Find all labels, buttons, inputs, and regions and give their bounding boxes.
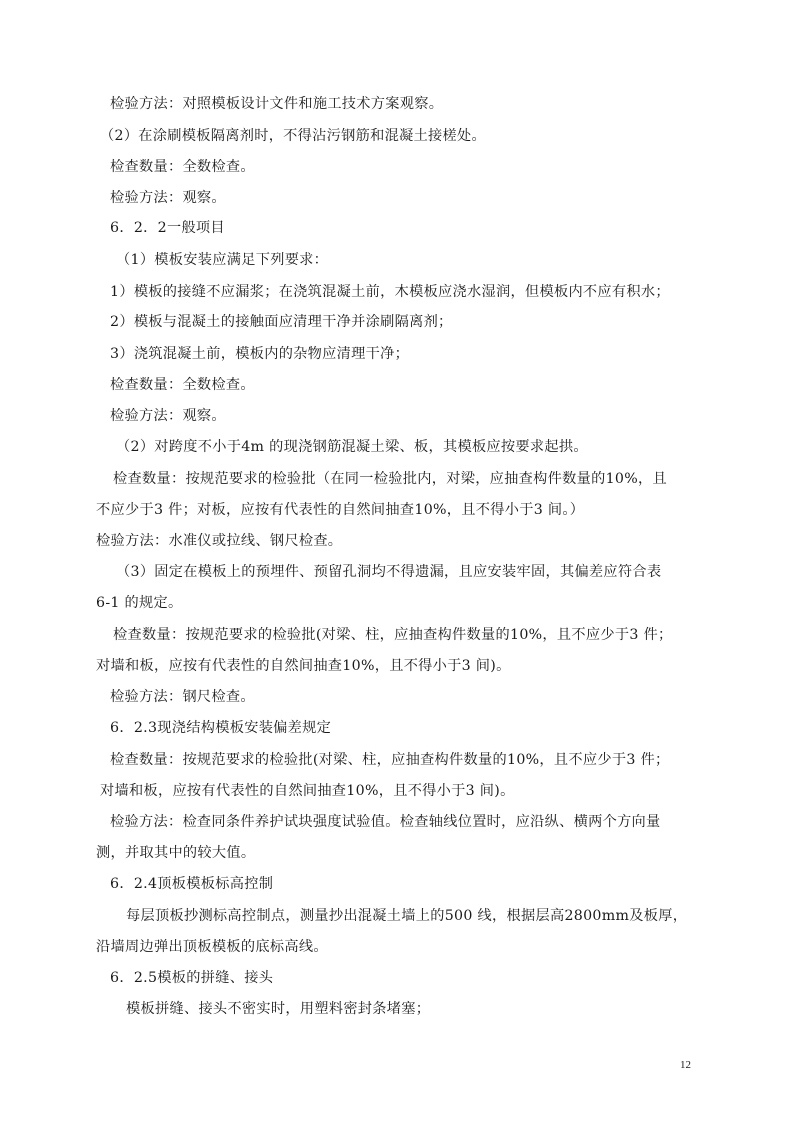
text-line: 检验方法：检查同条件养护试块强度试验值。检查轴线位置时，应沿纵、横两个方向量 <box>110 814 661 830</box>
text-line: 沿墙周边弹出顶板模板的底标高线。 <box>96 939 328 955</box>
section-heading: 6．2.4顶板模板标高控制 <box>110 876 274 892</box>
page-number: 12 <box>680 1059 691 1071</box>
text-line: 检验方法：观察。 <box>110 190 226 206</box>
text-line: （2）在涂刷模板隔离剂时，不得沾污钢筋和混凝土接槎处。 <box>100 128 487 144</box>
text-line: 检查数量：按规范要求的检验批（在同一检验批内，对梁，应抽查构件数量的10%，且 <box>113 471 667 487</box>
text-line: 检查数量：全数检查。 <box>110 159 255 175</box>
text-line: 3）浇筑混凝土前，模板内的杂物应清理干净； <box>110 346 410 362</box>
text-line: 检验方法：观察。 <box>110 408 226 424</box>
text-line: 检查数量：按规范要求的检验批(对梁、柱，应抽查构件数量的10%，且不应少于3 件； <box>113 627 673 643</box>
text-line: 2）模板与混凝土的接触面应清理干净并涂刷隔离剂； <box>110 314 453 330</box>
text-line: 6-1 的规定。 <box>96 595 183 611</box>
text-line: 检验方法：水准仪或拉线、钢尺检查。 <box>96 533 343 549</box>
text-line: 对墙和板，应按有代表性的自然间抽查10%，且不得小于3 间)。 <box>100 783 515 799</box>
text-line: （1）模板安装应满足下列要求： <box>116 252 329 268</box>
text-line: （3）固定在模板上的预埋件、预留孔洞均不得遗漏，且应安装牢固，其偏差应符合表 <box>116 564 662 580</box>
text-line: 检查数量：按规范要求的检验批(对梁、柱，应抽查构件数量的10%，且不应少于3 件； <box>110 752 670 768</box>
section-heading: 6．2.5模板的拼缝、接头 <box>110 970 274 986</box>
text-line: 不应少于3 件；对板，应按有代表性的自然间抽查10%，且不得小于3 间。） <box>96 502 585 518</box>
text-line: （2）对跨度不小于4m 的现浇钢筋混凝土梁、板，其模板应按要求起拱。 <box>116 439 588 455</box>
text-line: 每层顶板抄测标高控制点，测量抄出混凝土墙上的500 线，根据层高2800mm及板厚， <box>126 908 688 924</box>
text-line: 检验方法：钢尺检查。 <box>110 689 255 705</box>
text-line: 检验方法：对照模板设计文件和施工技术方案观察。 <box>110 96 444 112</box>
text-line: 1）模板的接缝不应漏浆；在浇筑混凝土前，木模板应浇水湿润，但模板内不应有积水； <box>110 284 670 300</box>
section-heading: 6．2．2一般项目 <box>110 220 225 236</box>
text-line: 检查数量：全数检查。 <box>110 377 255 393</box>
section-heading: 6．2.3现浇结构模板安装偏差规定 <box>110 720 332 736</box>
text-line: 模板拼缝、接头不密实时，用塑料密封条堵塞； <box>126 1001 431 1017</box>
text-line: 对墙和板，应按有代表性的自然间抽查10%，且不得小于3 间)。 <box>96 658 511 674</box>
text-line: 测，并取其中的较大值。 <box>96 845 256 861</box>
